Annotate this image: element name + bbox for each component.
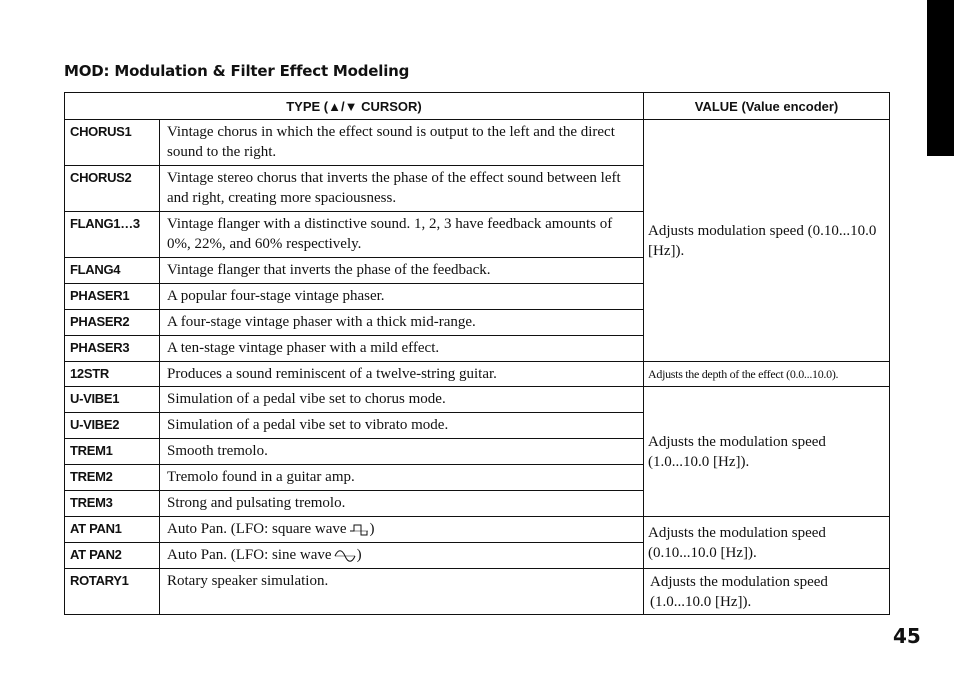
effect-description: Tremolo found in a guitar amp. bbox=[160, 465, 644, 491]
square-wave-icon bbox=[349, 523, 369, 537]
effect-name: U-VIBE1 bbox=[65, 387, 160, 413]
value-description: Adjusts the depth of the effect (0.0...10.0). bbox=[644, 362, 890, 387]
effect-description: Simulation of a pedal vibe set to chorus mode. bbox=[160, 387, 644, 413]
effect-name: AT PAN1 bbox=[65, 517, 160, 543]
effect-description bbox=[160, 517, 644, 543]
section-heading: MOD: Modulation & Filter Effect Modeling bbox=[64, 62, 410, 80]
effect-description bbox=[160, 543, 644, 569]
effect-name: U-VIBE2 bbox=[65, 413, 160, 439]
desc-text: ) bbox=[356, 547, 362, 563]
type-column-header: TYPE (▲/▼ CURSOR) bbox=[65, 93, 644, 120]
effect-name: TREM1 bbox=[65, 439, 160, 465]
effect-name: PHASER1 bbox=[65, 284, 160, 310]
effect-description: Strong and pulsating tremolo. bbox=[160, 491, 644, 517]
effect-name: TREM3 bbox=[65, 491, 160, 517]
desc-text: ) bbox=[369, 521, 375, 537]
effect-name: FLANG4 bbox=[65, 258, 160, 284]
effect-description: Smooth tremolo. bbox=[160, 439, 644, 465]
effect-name: FLANG1…3 bbox=[65, 212, 160, 258]
effect-description: Vintage flanger with a distinctive sound. 1, 2, 3 have feedback amounts of 0%, 22%, and 60% respectively. bbox=[160, 212, 644, 258]
value-column-header: VALUE (Value encoder) bbox=[644, 93, 890, 120]
table-row bbox=[65, 120, 890, 166]
effect-name: 12STR bbox=[65, 362, 160, 387]
effect-name: TREM2 bbox=[65, 465, 160, 491]
value-description: Adjusts the modulation speed (0.10...10.0 [Hz]). bbox=[644, 517, 890, 569]
effect-name: AT PAN2 bbox=[65, 543, 160, 569]
sine-wave-icon bbox=[334, 549, 356, 563]
desc-text: Auto Pan. (LFO: sine wave bbox=[167, 547, 332, 563]
table-header-row bbox=[65, 93, 890, 120]
table-row bbox=[65, 362, 890, 387]
effect-name: PHASER3 bbox=[65, 336, 160, 362]
effect-description: A popular four-stage vintage phaser. bbox=[160, 284, 644, 310]
effect-description: Vintage flanger that inverts the phase of the feedback. bbox=[160, 258, 644, 284]
effect-type-table bbox=[64, 92, 890, 615]
effect-description: Vintage chorus in which the effect sound is output to the left and the direct sound to the right. bbox=[160, 120, 644, 166]
table-row bbox=[65, 517, 890, 543]
effect-description: Rotary speaker simulation. bbox=[160, 569, 644, 615]
effect-name: CHORUS2 bbox=[65, 166, 160, 212]
effect-name: CHORUS1 bbox=[65, 120, 160, 166]
effect-description: A ten-stage vintage phaser with a mild effect. bbox=[160, 336, 644, 362]
effect-description: Simulation of a pedal vibe set to vibrato mode. bbox=[160, 413, 644, 439]
table-row bbox=[65, 569, 890, 615]
table-row bbox=[65, 387, 890, 413]
effect-description: Vintage stereo chorus that inverts the phase of the effect sound between left and right, creating more spaciousness. bbox=[160, 166, 644, 212]
effect-description: Produces a sound reminiscent of a twelve-string guitar. bbox=[160, 362, 644, 387]
page-number: 45 bbox=[893, 624, 921, 648]
effect-name: PHASER2 bbox=[65, 310, 160, 336]
effect-description: A four-stage vintage phaser with a thick mid-range. bbox=[160, 310, 644, 336]
value-description: Adjusts the modulation speed (1.0...10.0 [Hz]). bbox=[644, 569, 890, 615]
value-description: Adjusts the modulation speed (1.0...10.0 [Hz]). bbox=[644, 387, 890, 517]
value-description: Adjusts modulation speed (0.10...10.0 [Hz]). bbox=[644, 120, 890, 362]
desc-text: Auto Pan. (LFO: square wave bbox=[167, 521, 347, 537]
page-edge-tab bbox=[927, 0, 954, 156]
effect-name: ROTARY1 bbox=[65, 569, 160, 615]
